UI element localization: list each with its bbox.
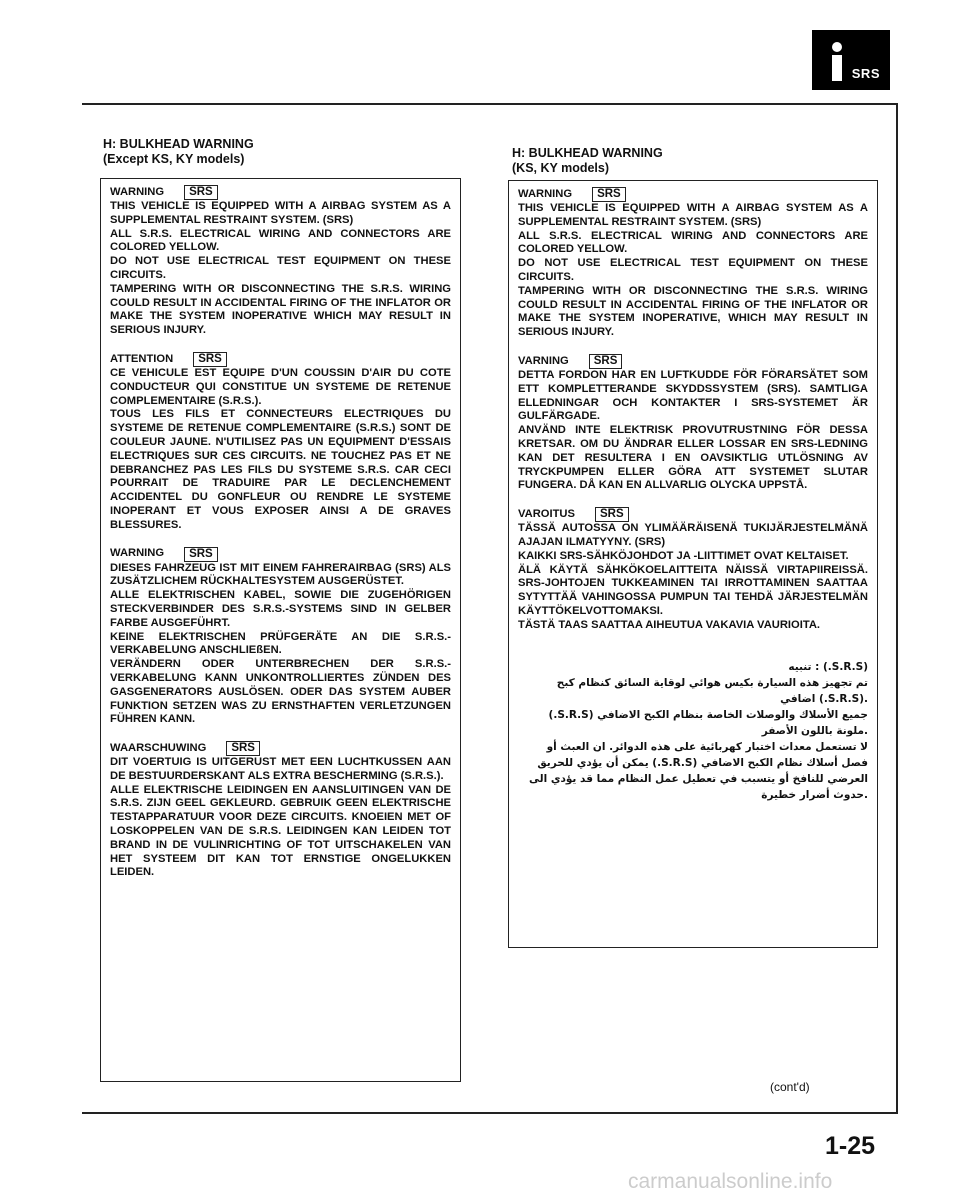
section-title: WAARSCHUWING	[110, 741, 207, 754]
srs-tag: SRS	[589, 354, 623, 369]
section-title: WARNING	[110, 185, 165, 198]
section-text: THIS VEHICLE IS EQUIPPED WITH A AIRBAG SYSTEM AS A SUPPLEMENTAL RESTRAINT SYSTEM. (SRS) ALL S.R.S. ELECTRICAL WIRING AND CONNECTORS ARE COLORED YELLOW. DO NOT USE ELECTRICAL TEST EQUIPMENT ON THESE CIRCUITS. TAMPERING WITH OR DISCONNECTING THE S.R.S. WIRING COULD RESULT IN ACCIDENTAL FIRING OF THE INFLATOR OR MAKE THE SYSTEM INOPERATIVE WHICH MAY RESULT IN SERIOUS INJURY.	[110, 200, 451, 337]
warning-section-en	[518, 187, 868, 340]
section-text: DETTA FORDON HAR EN LUFTKUDDE FÖR FÖRARSÄTET SOM ETT KOMPLETTERANDE SKYDDSSYSTEM (SRS). SAMTLIGA ELLEDNINGAR OCH KONTAKTER I SRS-SYSTEMET ÄR GULFÄRGADE. ANVÄND INTE ELEKTRISK PROVUTRUSTNING FÖR DESSA KRETSAR. OM DU ÄNDRAR ELLER LOSSAR EN SRS-LEDNING KAN DET RESULTERA I EN OAVSIKTLIG UTLÖSNING AV TRYCKPUMPEN ELLER GÖRA ATT SYSTEMET SLUTAR FUNGERA. DÅ KAN EN ALLVARLIG OLYCKA UPPSTÅ.	[518, 368, 868, 492]
right-warning-box	[508, 180, 878, 948]
warning-section-nl	[110, 741, 451, 880]
info-dot	[832, 42, 842, 52]
srs-info-icon	[812, 30, 890, 90]
section-title: ATTENTION	[110, 352, 174, 365]
top-rule	[82, 103, 898, 105]
srs-tag: SRS	[193, 352, 227, 367]
warning-section-en	[110, 185, 451, 338]
section-title: VARNING	[518, 354, 569, 367]
section-title: VAROITUS	[518, 507, 575, 520]
right-rule	[896, 103, 898, 1114]
left-heading	[103, 137, 254, 167]
srs-icon-label: SRS	[851, 66, 880, 81]
section-text: CE VEHICULE EST EQUIPE D'UN COUSSIN D'AIR DU COTE CONDUCTEUR QUI CONSTITUE UN SYSTEME DE RETENUE COMPLEMENTAIRE (S.R.S.). TOUS LES FILS ET CONNECTEURS ELECTRIQUES DU SYSTEME DE RETENUE COMPLEMENTAIRE (S.R.S.) SONT DE COULEUR JAUNE. N'UTILISEZ PAS UN EQUIPMENT D'ESSAIS ELECTRIQUES SUR CES CIRCUITS. NE TOUCHEZ PAS ET NE DEBRANCHEZ PAS LES FILS DU SYSTEME S.R.S. CAR CECI POURRAIT DE TRADUIRE PAR LE DECLENCHEMENT ACCIDENTEL DU GONFLEUR OU RENDRE LE SYSTEME INOPERANT ET VOUS EXPOSER AINSI A DE GRAVES BLESSURES.	[110, 366, 451, 531]
left-heading-subtitle: (Except KS, KY models)	[103, 152, 245, 166]
section-title: WARNING	[110, 547, 165, 560]
left-heading-title: H: BULKHEAD WARNING	[103, 137, 254, 151]
warning-section-fr	[110, 352, 451, 533]
warning-section-de	[110, 547, 451, 728]
section-text: TÄSSÄ AUTOSSA ON YLIMÄÄRÄISENÄ TUKIJÄRJESTELMÄNÄ AJAJAN ILMATYYNY. (SRS) KAIKKI SRS-SÄHKÖJOHDOT JA -LIITTIMET OVAT KELTAISET. ÄLÄ KÄYTÄ SÄHKÖKOELAITTEITA NÄISSÄ VIRTAPIIREISSÄ. SRS-JOHTOJEN TUKKEAMINEN TAI IRROTTAMINEN SAATTAA SYTYTTÄÄ VAHINGOSSA PUMPUN TAI TEHDÄ JÄRJESTELMÄN KÄYTTÖKELVOTTOMAKSI. TÄSTÄ TAAS SAATTAA AIHEUTUA VAKAVIA VAURIOITA.	[518, 522, 868, 631]
left-warning-box	[100, 178, 461, 1082]
page-number: 1-25	[825, 1132, 876, 1160]
section-text: DIT VOERTUIG IS UITGERUST MET EEN LUCHTKUSSEN AAN DE BESTUURDERSKANT ALS EXTRA BESCHERMING (S.R.S.). ALLE ELEKTRISCHE LEIDINGEN EN AANSLUITINGEN VAN DE S.R.S. ZIJN GEEL GEKLEURD. GEBRUIK GEEN ELEKTRISCHE TESTAPPARATUUR VOOR DEZE CIRCUITS. KNOEIEN MET OF LOSKOPPELEN VAN DE S.R.S. LEIDINGEN KAN LEIDEN TOT BRAND IN DE VULINRICHTING OF TOT UITSCHAKELEN VAN HET SYSTEEM DIT KAN TOT ERNSTIGE ONGELUKKEN LEIDEN.	[110, 756, 451, 879]
continued-note: (cont'd)	[770, 1080, 810, 1094]
warning-section-sv	[518, 354, 868, 493]
srs-tag: SRS	[184, 547, 218, 562]
warning-section-fi	[518, 507, 868, 632]
section-text: THIS VEHICLE IS EQUIPPED WITH A AIRBAG SYSTEM AS A SUPPLEMENTAL RESTRAINT SYSTEM. (SRS) ALL S.R.S. ELECTRICAL WIRING AND CONNECTORS ARE COLORED YELLOW. DO NOT USE ELECTRICAL TEST EQUIPMENT ON THESE CIRCUITS. TAMPERING WITH OR DISCONNECTING THE S.R.S. WIRING COULD RESULT IN ACCIDENTAL FIRING OF THE INFLATOR OR MAKE THE SYSTEM INOPERATIVE, WHICH MAY RESULT IN SERIOUS INJURY.	[518, 202, 868, 339]
section-text: DIESES FAHRZEUG IST MIT EINEM FAHRERAIRBAG (SRS) ALS ZUSÄTZLICHEM RÜCKHALTESYSTEM AUSGERÜSTET. ALLE ELEKTRISCHEN KABEL, SOWIE DIE ZUGEHÖRIGEN STECKVERBINDER DES S.R.S.-SYSTEMS SIND IN GELBER FARBE AUSGEFÜHRT. KEINE ELEKTRISCHEN PRÜFGERÄTE AN DIE S.R.S.-VERKABELUNG ANSCHLIEßEN. VERÄNDERN ODER UNTERBRECHEN DER S.R.S.-VERKABELUNG KANN UNKONTROLLIERTES ZÜNDEN DES GASGENERATORS AUSLÖSEN. ODER DAS SYSTEM AUBER FUNKTION SETZEN WAS ZU ERNSTHAFTEN VERLETZUNGEN FÜHREN KANN.	[110, 561, 451, 726]
warning-section-ar: (S.R.S.) : تنبيه تم تجهيز هذه السيارة بكيس هوائي لوقاية السائق كنظام كبح .(S.R.S.) اضافي جميع الأسلاك والوصلات الخاصة بنظام الكبح الاضافي (S.R.S.) .ملونة باللون الأصفر لا تستعمل معدات اختبار كهربائية على هذه الدوائر. ان العبث أو فصل أسلاك نظام الكبح الاضافي (S.R.S.) يمكن أن يؤدي للحريق العرضي للنافخ أو يتسبب في تعطيل عمل النظام مما قد يؤدي الى .حدوث أضرار خطيرة	[529, 660, 868, 801]
srs-tag: SRS	[226, 741, 260, 756]
right-heading-subtitle: (KS, KY models)	[512, 161, 610, 175]
info-bar	[832, 55, 842, 81]
bottom-rule	[82, 1112, 898, 1114]
srs-tag: SRS	[592, 187, 626, 202]
right-heading-title: H: BULKHEAD WARNING	[512, 146, 663, 160]
watermark: carmanualsonline.info	[628, 1170, 833, 1193]
section-title: WARNING	[518, 187, 573, 200]
srs-tag: SRS	[595, 507, 629, 522]
right-heading	[512, 146, 663, 176]
srs-tag: SRS	[184, 185, 218, 200]
